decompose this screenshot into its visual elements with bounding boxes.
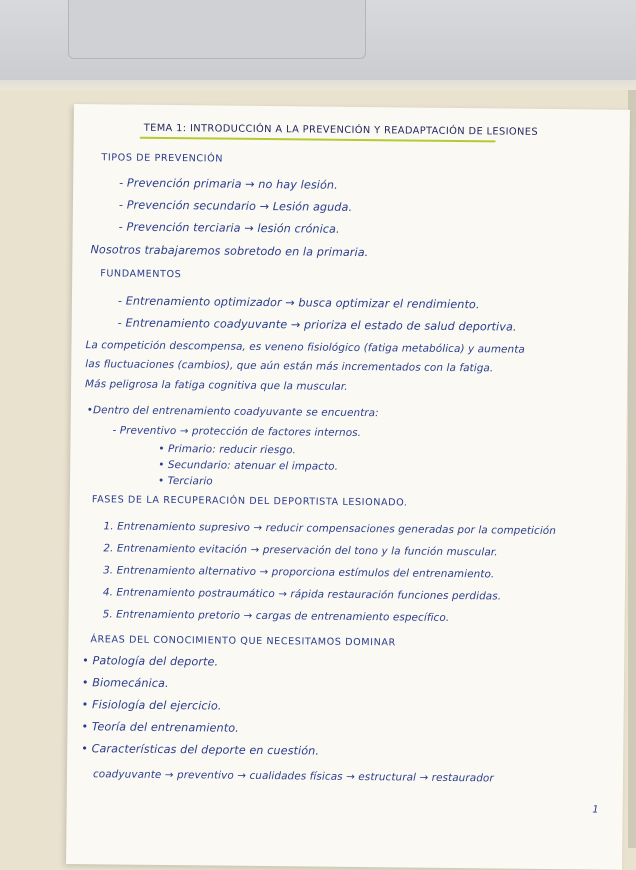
nosotros-line: Nosotros trabajaremos sobretodo en la primaria. [90,243,369,260]
title-underline [140,137,496,143]
tipos-heading: TIPOS DE PREVENCIÓN [101,152,224,165]
cadena-line: coadyuvante → preventivo → cualidades físicas → estructural → restaurador [92,768,494,785]
nivel-item: • Secundario: atenuar el impacto. [158,458,339,473]
area-item: • Patología del deporte. [82,654,219,669]
paragraph-line: Más peligrosa la fatiga cognitiva que la muscular. [85,378,348,393]
nivel-item: • Primario: reducir riesgo. [158,442,297,457]
fase-item: 3. Entrenamiento alternativo → proporciona estímulos del entrenamiento. [103,564,495,581]
page-number: 1 [592,804,599,816]
area-item: • Fisiología del ejercicio. [81,698,222,713]
preventivo-line: - Preventivo → protección de factores internos. [112,424,362,440]
fase-item: 2. Entrenamiento evitación → preservación del tono y la función muscular. [103,542,498,559]
notebook-page [66,104,630,870]
laptop-body [0,0,636,90]
nivel-item: • Terciario [157,474,213,488]
fases-heading: FASES DE LA RECUPERACIÓN DEL DEPORTISTA LESIONADO. [91,494,408,509]
page-title: TEMA 1: INTRODUCCIÓN A LA PREVENCIÓN Y READAPTACIÓN DE LESIONES [143,122,539,138]
fundamento-item: - Entrenamiento coadyuvante → prioriza el estado de salud deportiva. [117,316,517,334]
fundamentos-heading: FUNDAMENTOS [100,268,182,281]
areas-heading: ÁREAS DEL CONOCIMIENTO QUE NECESITAMOS DOMINAR [90,634,396,649]
background-strip [628,90,636,848]
laptop-edge [0,80,636,90]
fase-item: 5. Entrenamiento pretorio → cargas de entrenamiento específico. [102,608,450,624]
tipo-item: - Prevención terciaria → lesión crónica. [118,220,340,236]
handwritten-notes [66,104,630,854]
area-item: • Biomecánica. [81,676,169,691]
fase-item: 4. Entrenamiento postraumático → rápida restauración funciones perdidas. [102,586,502,603]
fase-item: 1. Entrenamiento supresivo → reducir compensaciones generadas por la competición [103,520,557,538]
paragraph-line: las fluctuaciones (cambios), que aún están más incrementados con la fatiga. [85,358,494,375]
dentro-line: •Dentro del entrenamiento coadyuvante se encuentra: [86,404,379,420]
laptop-trackpad [68,0,366,59]
area-item: • Teoría del entrenamiento. [81,720,239,735]
area-item: • Características del deporte en cuestión. [81,742,320,758]
fundamento-item: - Entrenamiento optimizador → busca optimizar el rendimiento. [117,294,480,312]
paragraph-line: La competición descompensa, es veneno fisiológico (fatiga metabólica) y aumenta [85,339,525,356]
tipo-item: - Prevención secundario → Lesión aguda. [118,198,353,214]
tipo-item: - Prevención primaria → no hay lesión. [119,176,338,192]
